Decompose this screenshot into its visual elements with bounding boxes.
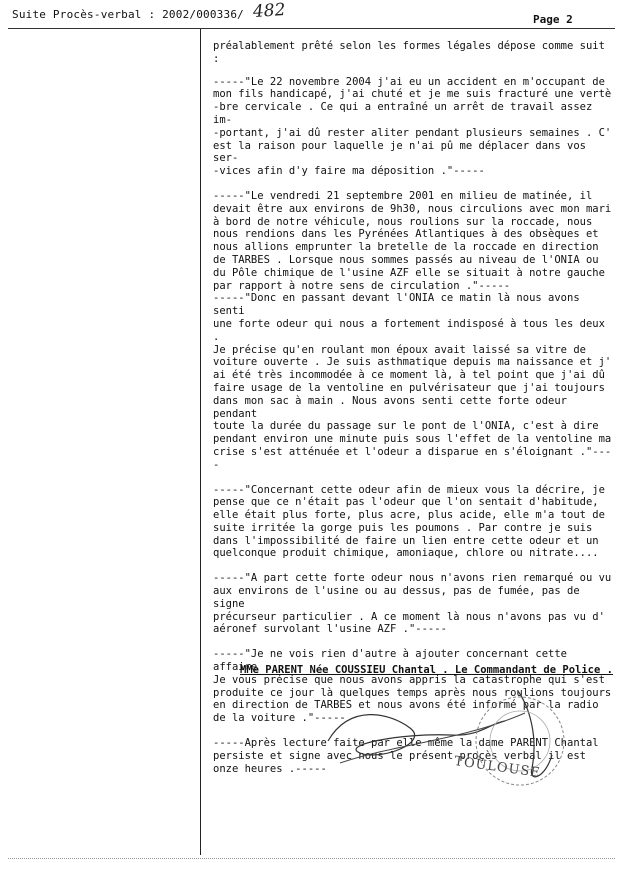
handwritten-number: 482 bbox=[252, 0, 287, 23]
paragraph-closing: -----Après lecture faite par elle même la dame PARENT Chantal persiste et signe avec nous le présent proçès verbal il est onze heures .----- bbox=[213, 737, 599, 775]
paragraph-nothing-to-add: -----"Je ne vois rien d'autre à ajouter concernant cette affaire Je vous précise que nous avons appris la catastrophe qui s'est produite ce jour là quelques temps après nous roulions toujours en direction de TARBES et nous avons été informé par la radio de la voiture ."----- bbox=[213, 648, 612, 725]
page-number: Page 2 bbox=[533, 13, 573, 26]
document-header bbox=[12, 8, 244, 21]
footer-divider bbox=[8, 858, 615, 860]
intro-line: préalablement prêté selon les formes légales dépose comme suit : bbox=[213, 40, 605, 65]
handwritten-signature bbox=[328, 715, 505, 755]
paragraph-route: -----"Le vendredi 21 septembre 2001 en milieu de matinée, il devait être aux environs de 9h30, nous circulions avec mon mari à bord de notre véhicule, nous roulions sur la roccade, nous nous rendions dans les Pyrénées Atlantiques à des obsèques et nous allions emprunter la bretelle de la roccade en direction de TARBES . Lorsque nous sommes passés au niveau de l'ONIA ou du Pôle chimique de l'usine AZF elle se situait à notre gauche par rapport à notre sens de circulation ."----- -----"Donc en passant devant l'ONIA ce matin là nous avons senti une forte odeur qui nous a fortement indisposé à tous les deux . Je précise qu'en roulant mon époux avait laissé sa vitre de voiture ouverte . Je suis asthmatique depuis ma naissance et j' ai été très incommodée à ce moment là, à tel point que j'ai dû faire usage de la ventoline en pulvérisateur que j'ai toujours dans mon sac à main . Nous avons senti cette forte odeur pendant toute la durée du passage sur le pont de l'ONIA, c'est à dire pendant environ une minute puis sous l'effet de la ventoline ma crise s'est atténuée et l'odeur a disparue en s'éloignant ."---- bbox=[213, 189, 612, 471]
signature-flourish bbox=[340, 713, 525, 763]
signature-line: MMe PARENT Née COUSSIEU Chantal . Le Commandant de Police . bbox=[240, 664, 613, 676]
margin-divider bbox=[200, 29, 201, 855]
paragraph-no-sighting: -----"A part cette forte odeur nous n'avons rien remarqué ou vu aux environs de l'usine ou au dessus, pas de fumée, pas de signe précurseur particulier . A ce moment là nous n'avons pas vu d' aéronef survolant l'usine AZF ."----- bbox=[213, 572, 612, 636]
paragraph-accident: -----"Le 22 novembre 2004 j'ai eu un accident en m'occupant de mon fils handicapé, j'ai chuté et je me suis fracturé une vertè -bre cervicale . Ce qui a entraîné un arrêt de travail assez im- -portant, j'ai dû rester aliter pendant plusieurs semaines . C' est la raison pour laquelle je n'ai pû me déplacer dans vos ser- -vices afin d'y faire ma déposition ."----- bbox=[213, 75, 612, 178]
paragraph-odor-description: -----"Concernant cette odeur afin de mieux vous la décrire, je pense que ce n'était pas l'odeur que l'on sentait d'habitude, elle était plus forte, plus acre, plus acide, elle m'a tout de suite irritée la gorge puis les poumons . Par contre je suis dans l'impossibilité de faire un lien entre cette odeur et un quelconque produit chimique, amoniaque, chlore ou nitrate.... bbox=[213, 483, 605, 560]
signature-and-stamp-image bbox=[320, 683, 600, 793]
header-divider bbox=[8, 28, 615, 29]
header-title: Suite Procès-verbal : 2002/000336/ bbox=[12, 8, 244, 21]
stamp-city-text: TOULOUSE bbox=[453, 754, 542, 781]
